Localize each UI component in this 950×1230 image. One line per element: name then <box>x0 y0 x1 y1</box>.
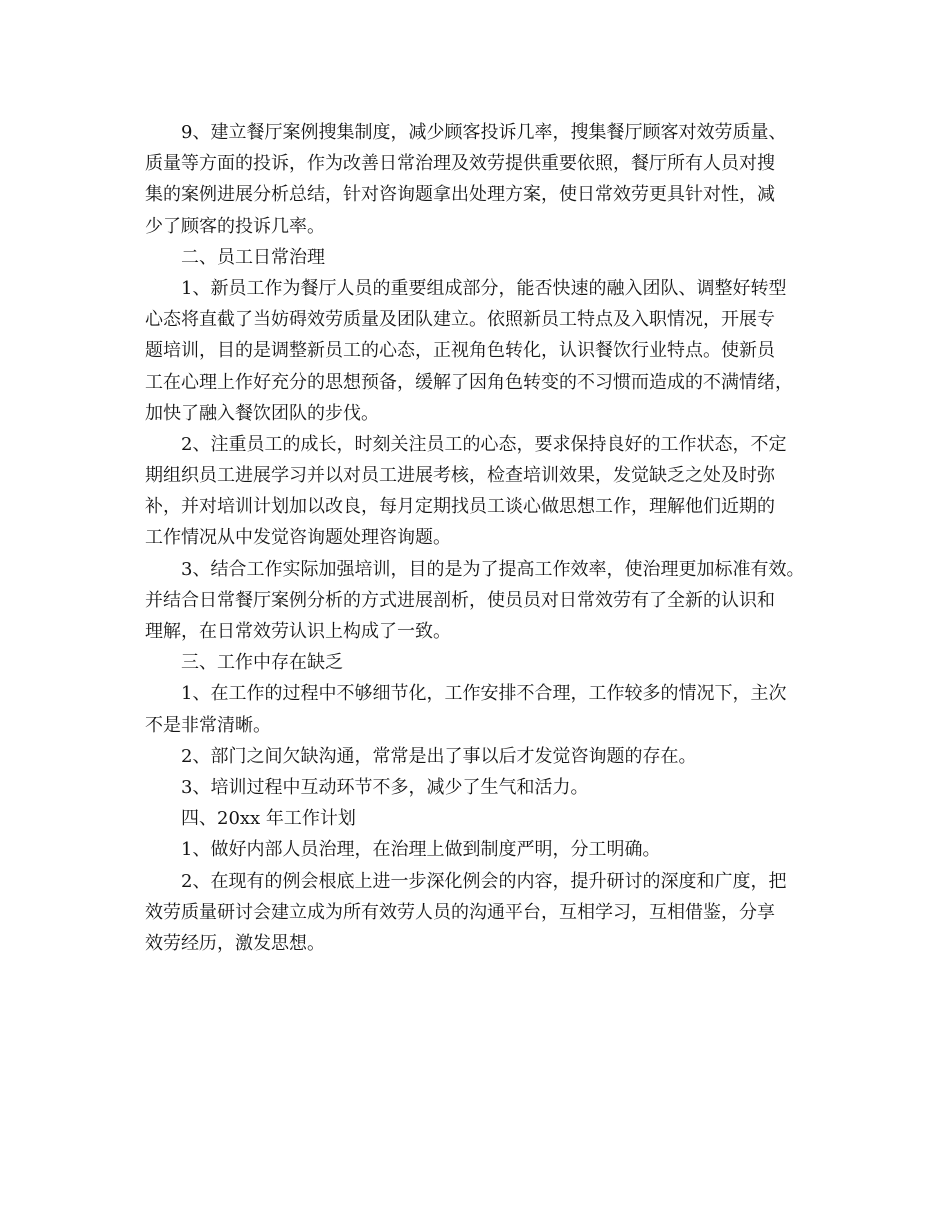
paragraph <box>145 117 825 242</box>
paragraph-first-line: 3、培训过程中互动环节不多，减少了生气和活力。 <box>181 776 589 798</box>
paragraph <box>145 803 825 834</box>
paragraph-line: 题培训，目的是调整新员工的心态，正视角色转化，认识餐饮行业特点。使新员 <box>145 340 775 362</box>
paragraph-line: 加快了融入餐饮团队的步伐。 <box>145 402 379 424</box>
paragraph-first-line: 四、20xx 年工作计划 <box>181 808 356 830</box>
paragraph-first-line: 3、结合工作实际加强培训，目的是为了提高工作效率，使治理更加标准有效。 <box>181 558 805 580</box>
paragraph-line: 补，并对培训计划加以改良，每月定期找员工谈心做思想工作，理解他们近期的 <box>145 496 775 518</box>
paragraph-line: 期组织员工进展学习并以对员工进展考核，检查培训效果，发觉缺乏之处及时弥 <box>145 465 775 487</box>
paragraph-first-line: 1、做好内部人员治理，在治理上做到制度严明，分工明确。 <box>181 839 661 861</box>
paragraph-line: 工在心理上作好充分的思想预备，缓解了因角色转变的不习惯而造成的不满情绪， <box>145 371 793 393</box>
paragraph <box>145 429 825 554</box>
paragraph-first-line: 2、部门之间欠缺沟通，常常是出了事以后才发觉咨询题的存在。 <box>181 745 697 767</box>
document-body <box>145 117 825 959</box>
paragraph-first-line: 1、新员工作为餐厅人员的重要组成部分，能否快速的融入团队、调整好转型 <box>181 277 787 299</box>
paragraph-first-line: 2、注重员工的成长，时刻关注员工的心态，要求保持良好的工作状态，不定 <box>181 433 787 455</box>
paragraph-line: 集的案例进展分析总结，针对咨询题拿出处理方案，使日常效劳更具针对性，减 <box>145 184 775 206</box>
paragraph-line: 质量等方面的投诉，作为改善日常治理及效劳提供重要依照，餐厅所有人员对搜 <box>145 153 775 175</box>
paragraph <box>145 741 825 772</box>
paragraph-first-line: 9、建立餐厅案例搜集制度，减少顾客投诉几率，搜集餐厅顾客对效劳质量、 <box>181 122 787 143</box>
paragraph <box>145 242 825 273</box>
paragraph <box>145 273 825 429</box>
paragraph-line: 并结合日常餐厅案例分析的方式进展剖析，使员员对日常效劳有了全新的认识和 <box>145 589 775 611</box>
paragraph <box>145 772 825 803</box>
paragraph-line: 理解，在日常效劳认识上构成了一致。 <box>145 621 451 642</box>
paragraph-line: 效劳质量研讨会建立成为所有效劳人员的沟通平台，互相学习，互相借鉴，分享 <box>145 901 775 923</box>
paragraph-line: 效劳经历，激发思想。 <box>145 932 325 954</box>
paragraph <box>145 647 825 678</box>
paragraph <box>145 866 825 960</box>
paragraph-line: 不是非常清晰。 <box>145 714 271 736</box>
paragraph <box>145 554 825 648</box>
paragraph-line: 工作情况从中发觉咨询题处理咨询题。 <box>145 527 451 549</box>
paragraph <box>145 834 825 865</box>
paragraph-line: 心态将直截了当妨碍效劳质量及团队建立。依照新员工特点及入职情况，开展专 <box>145 309 775 331</box>
paragraph-line: 少了顾客的投诉几率。 <box>145 215 325 237</box>
paragraph-first-line: 2、在现有的例会根底上进一步深化例会的内容，提升研讨的深度和广度，把 <box>181 870 787 892</box>
paragraph-first-line: 三、工作中存在缺乏 <box>181 652 343 674</box>
paragraph <box>145 678 825 740</box>
paragraph-first-line: 1、在工作的过程中不够细节化，工作安排不合理，工作较多的情况下，主次 <box>181 683 787 705</box>
paragraph-first-line: 二、员工日常治理 <box>181 246 325 268</box>
